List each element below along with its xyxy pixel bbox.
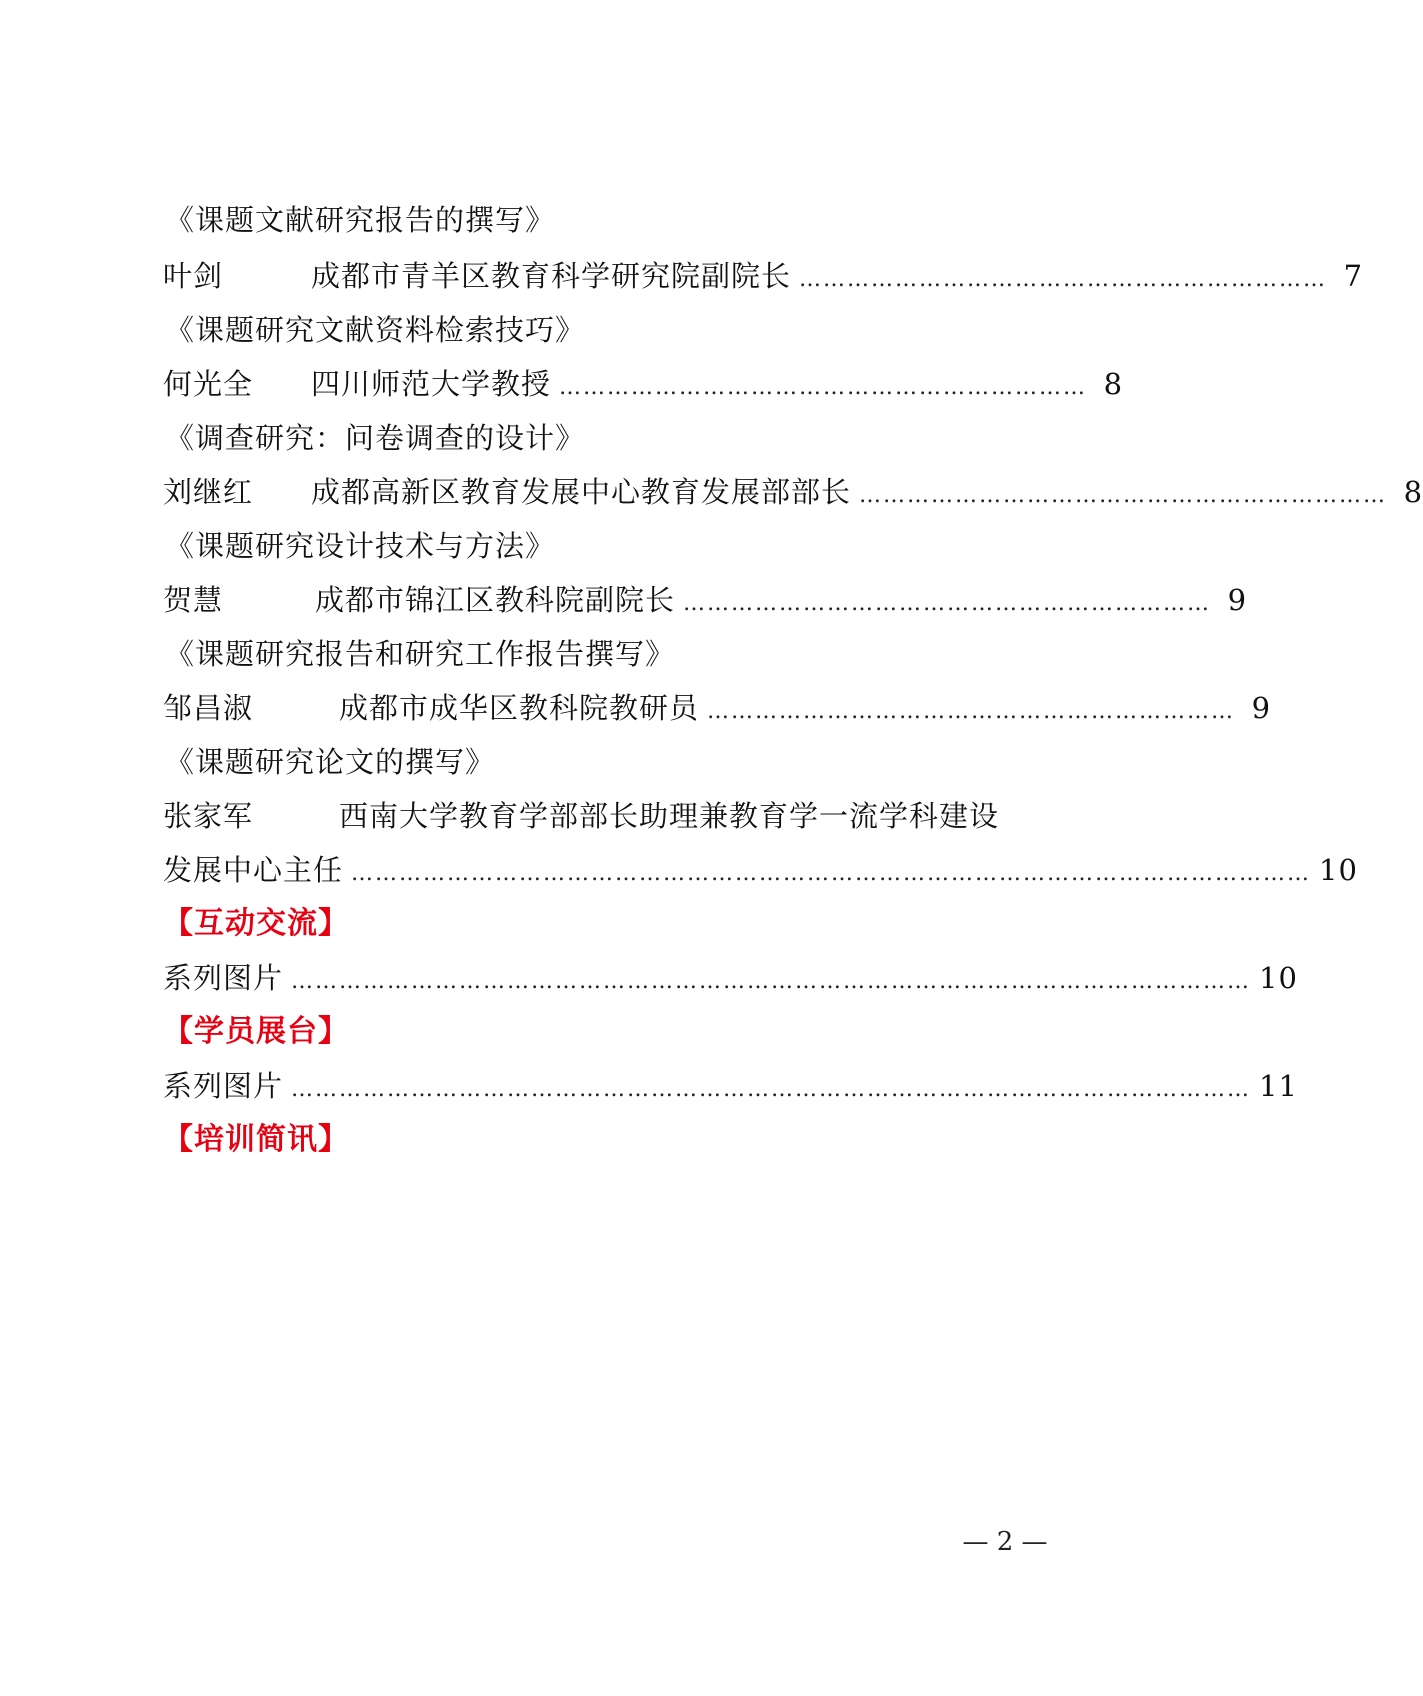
toc-role: 成都市锦江区教科院副院长: [315, 583, 676, 617]
toc-author: 叶剑: [163, 259, 224, 293]
toc-role: 成都市青羊区教育科学研究院副院长: [311, 259, 792, 293]
toc-leader-dots: …………………………………………………………: [683, 591, 1212, 616]
toc-entry-title: 《调查研究：问卷调查的设计》: [165, 421, 586, 455]
toc-author: 邹昌淑: [163, 691, 254, 725]
toc-page-number: 9: [1227, 583, 1248, 617]
toc-leader-dots: …………………………………………………………………………………………………………: [291, 969, 1252, 994]
toc-role: 成都市成华区教科院教研员: [339, 691, 700, 725]
toc-entry-line[interactable]: [163, 1066, 1298, 1106]
toc-entry-title: 《课题研究设计技术与方法》: [165, 529, 556, 563]
toc-entry-line[interactable]: [163, 796, 1055, 836]
toc-entry-title: 《课题研究文献资料检索技巧》: [165, 313, 586, 347]
toc-page-number: 9: [1251, 691, 1272, 725]
toc-entry-line[interactable]: [163, 958, 1298, 998]
toc-author: 贺慧: [163, 583, 224, 617]
toc-entry-line[interactable]: [163, 580, 1248, 620]
section-heading: 【培训简讯】: [163, 1122, 349, 1157]
toc-entry-title: 《课题研究论文的撰写》: [165, 745, 496, 779]
toc-entry-line[interactable]: [163, 688, 1272, 728]
toc-role: 成都高新区教育发展中心教育发展部部长: [311, 475, 852, 509]
toc-role: 四川师范大学教授: [311, 367, 552, 401]
toc-leader-dots: …………………………………………………………: [559, 375, 1088, 400]
toc-leader-dots: …………………………………………………………: [707, 699, 1236, 724]
section-heading: 【学员展台】: [163, 1014, 349, 1049]
toc-entry-line[interactable]: [163, 256, 1364, 296]
toc-role: 西南大学教育学部部长助理兼教育学一流学科建设: [339, 799, 1000, 833]
toc-leader-dots: …………………………………………………………: [799, 267, 1328, 292]
toc-item: 系列图片: [163, 961, 284, 995]
toc-entry-line[interactable]: [163, 472, 1423, 512]
toc-leader-dots: …………………………………………………………………………………………………………: [351, 861, 1312, 886]
page-number-footer: — 2 —: [962, 1527, 1048, 1557]
toc-author: 何光全: [163, 367, 254, 401]
toc-page-number: 8: [1103, 367, 1124, 401]
toc-entry-title: 《课题文献研究报告的撰写》: [165, 203, 556, 237]
toc-author: 刘继红: [163, 475, 254, 509]
toc-page-number: 10: [1259, 961, 1298, 995]
section-heading: 【互动交流】: [163, 906, 349, 941]
toc-page-number: 8: [1403, 475, 1423, 509]
toc-author: 张家军: [163, 799, 254, 833]
toc-entry-title: 《课题研究报告和研究工作报告撰写》: [165, 637, 676, 671]
toc-role-continued: 发展中心主任: [163, 853, 344, 887]
toc-entry-line-continued[interactable]: [163, 850, 1358, 890]
toc-entry-line[interactable]: [163, 364, 1124, 404]
toc-page-number: 10: [1319, 853, 1358, 887]
toc-item: 系列图片: [163, 1069, 284, 1103]
toc-page-number: 7: [1343, 259, 1364, 293]
toc-leader-dots: …………………………………………………………………………………………………………: [291, 1077, 1252, 1102]
toc-page-number: 11: [1259, 1069, 1298, 1103]
toc-leader-dots: …………………………………………………………: [859, 483, 1388, 508]
